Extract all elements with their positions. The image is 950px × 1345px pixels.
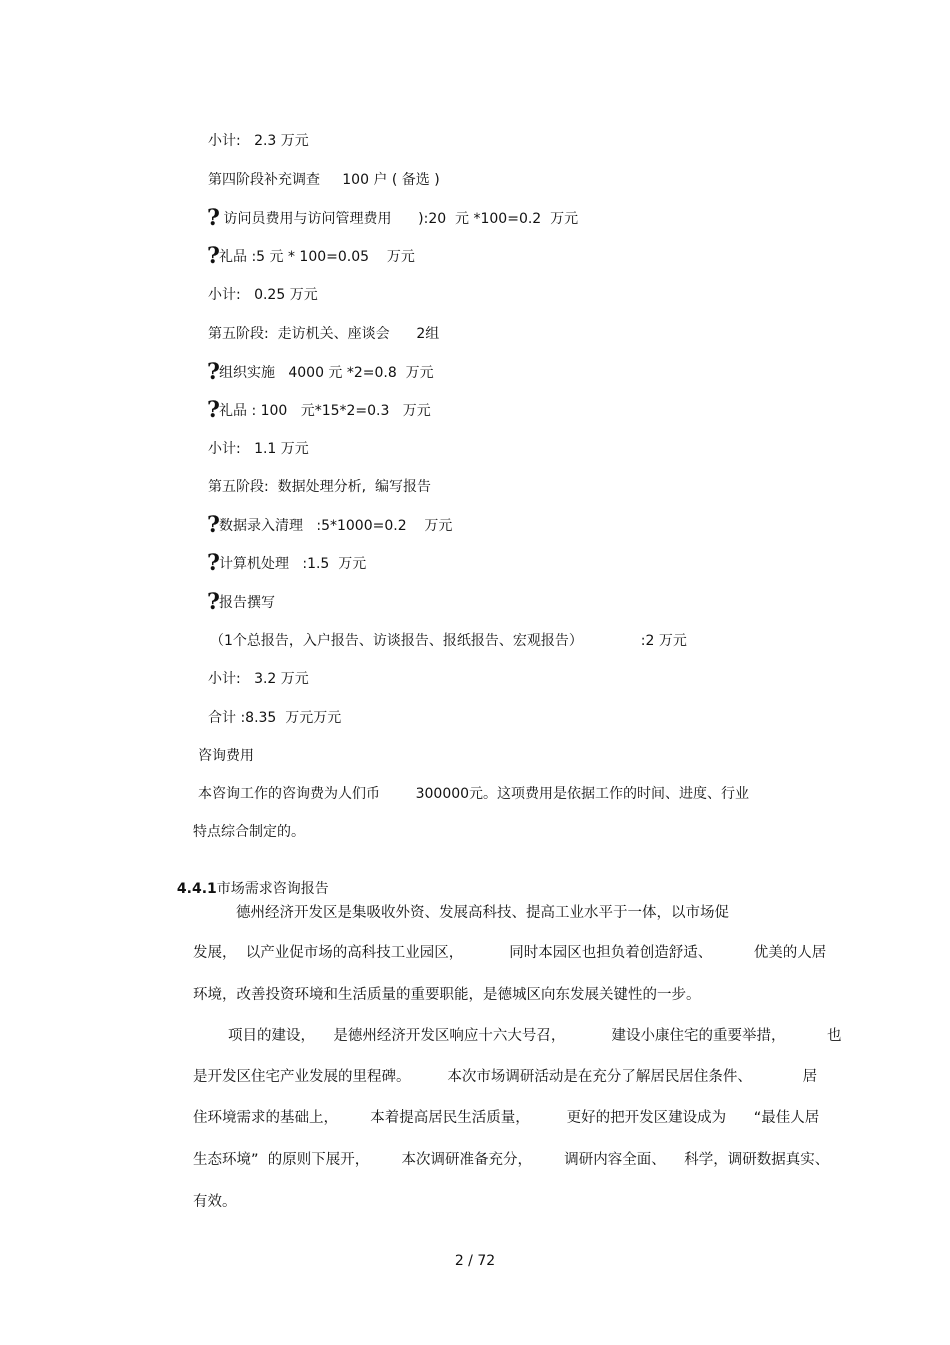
stage5b-item-report: 报告撰写 <box>219 595 275 611</box>
subtotal-stage5a: 小计: 1.1 万元 <box>208 441 309 457</box>
paragraph-line: 项目的建设， 是德州经济开发区响应十六大号召， 建设小康住宅的重要举措， 也 <box>228 1028 842 1044</box>
grand-total: 合计 :8.35 万元万元 <box>208 710 342 726</box>
bullet-icon: ? <box>207 205 220 231</box>
bullet-icon: ? <box>207 589 220 615</box>
paragraph-line: 环境，改善投资环境和生活质量的重要职能，是德城区向东发展关键性的一步。 <box>193 987 701 1003</box>
stage5b-item-computer: 计算机处理 :1.5 万元 <box>219 556 367 572</box>
consult-heading: 咨询费用 <box>198 748 254 764</box>
stage5b-item-data-entry: 数据录入清理 :5*1000=0.2 万元 <box>219 518 453 534</box>
stage5b-report-detail: （1个总报告，入户报告、访谈报告、报纸报告、宏观报告） :2 万元 <box>210 633 687 649</box>
paragraph-line: 发展， 以产业促市场的高科技工业园区， 同时本园区也担负着创造舒适、 优美的人居 <box>193 945 827 961</box>
bullet-icon: ? <box>207 550 220 576</box>
stage5b-title: 第五阶段: 数据处理分析, 编写报告 <box>208 479 431 495</box>
bullet-icon: ? <box>207 512 220 538</box>
stage4-item-interview-fee: 访问员费用与访问管理费用 ):20 元 *100=0.2 万元 <box>219 211 579 227</box>
bullet-icon: ? <box>207 397 220 423</box>
subtotal-stage4: 小计: 0.25 万元 <box>208 287 318 303</box>
section-title: 市场需求咨询报告 <box>216 881 329 897</box>
stage4-title: 第四阶段补充调查 100 户 ( 备选 ) <box>208 172 440 188</box>
stage4-item-gift: 礼品 :5 元 * 100=0.05 万元 <box>219 249 415 265</box>
paragraph-line: 德州经济开发区是集吸收外资、发展高科技、提高工业水平于一体，以市场促 <box>236 905 729 921</box>
section-number: 4.4.1 <box>176 881 217 897</box>
consult-text-line: 特点综合制定的。 <box>193 824 305 840</box>
bullet-icon: ? <box>207 243 220 269</box>
stage5a-title: 第五阶段: 走访机关、座谈会 2组 <box>208 326 440 342</box>
section-heading <box>168 862 329 898</box>
subtotal-stage5b: 小计: 3.2 万元 <box>208 671 309 687</box>
paragraph-line: 是开发区住宅产业发展的里程碑。 本次市场调研活动是在充分了解居民居住条件、 居 <box>193 1069 818 1085</box>
paragraph-line: 有效。 <box>193 1194 237 1210</box>
subtotal-stage3: 小计: 2.3 万元 <box>208 133 309 149</box>
stage5a-item-organize: 组织实施 4000 元 *2=0.8 万元 <box>219 365 434 381</box>
consult-text-line: 本咨询工作的咨询费为人们币 300000元。这项费用是依据工作的时间、进度、行业 <box>198 786 750 802</box>
stage5a-item-gift: 礼品 : 100 元*15*2=0.3 万元 <box>219 403 431 419</box>
paragraph-line: 住环境需求的基础上， 本着提高居民生活质量， 更好的把开发区建设成为 “最佳人居 <box>193 1110 820 1126</box>
bullet-icon: ? <box>207 359 220 385</box>
paragraph-line: 生态环境” 的原则下展开， 本次调研准备充分， 调研内容全面、 科学，调研数据真实、 <box>193 1152 830 1168</box>
page-number: 2 / 72 <box>454 1253 496 1269</box>
